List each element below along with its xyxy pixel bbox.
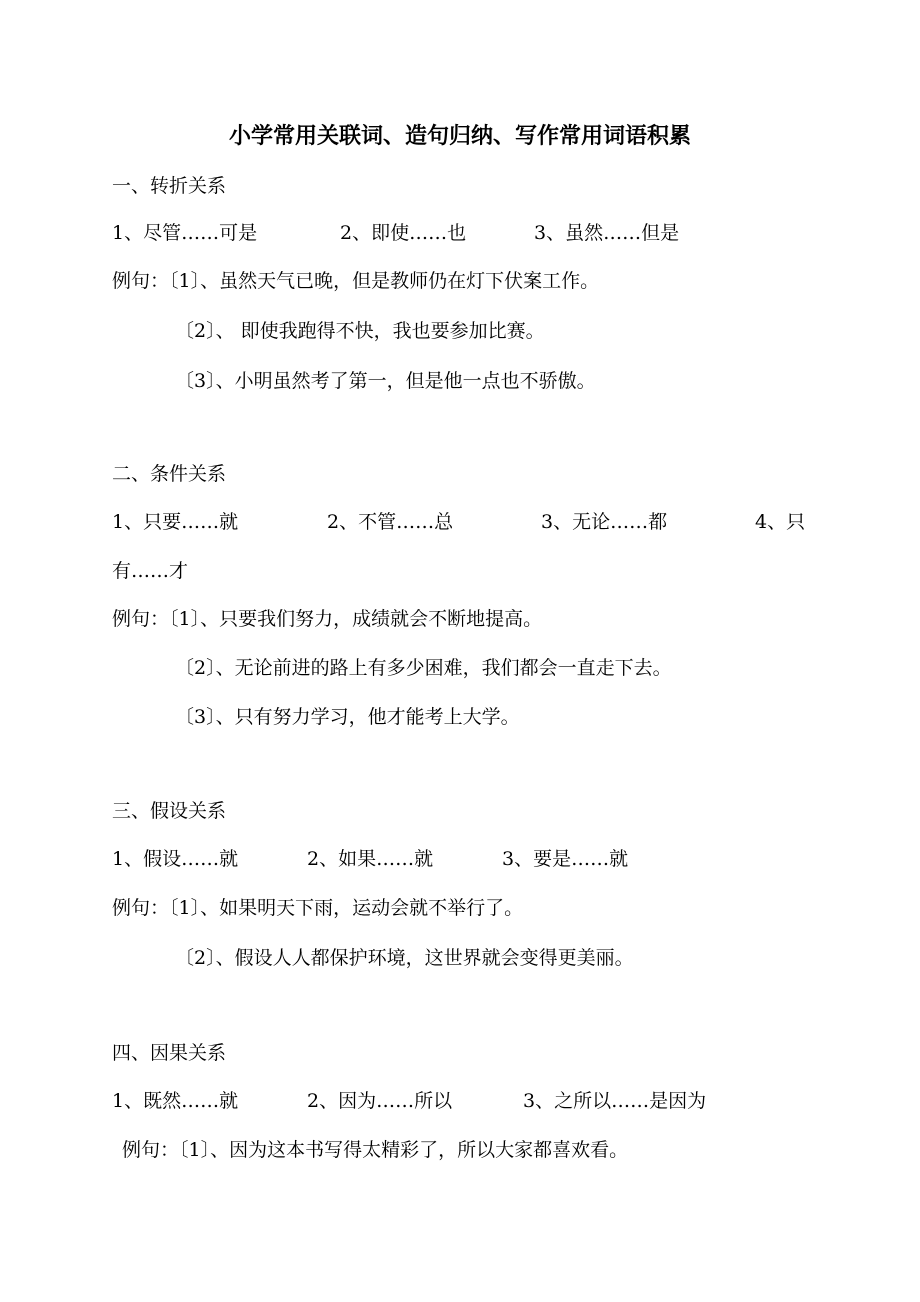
conjunction-item-continued: 有……才 [112, 560, 189, 582]
section-heading-condition: 二、条件关系 [112, 463, 227, 485]
example-sentence: 例句：〔1〕、只要我们努力，成绩就会不断地提高。 [112, 608, 543, 630]
section-heading-contrast: 一、转折关系 [112, 175, 227, 197]
section-heading-cause-effect: 四、因果关系 [112, 1042, 227, 1064]
conjunction-item: 2、不管……总 [327, 511, 454, 533]
conjunction-item: 2、如果……就 [307, 848, 434, 870]
example-sentence: 〔3〕、只有努力学习，他才能考上大学。 [175, 706, 520, 728]
conjunction-list [340, 221, 466, 245]
conjunction-item: 2、即使……也 [340, 222, 467, 244]
example-sentence: 〔2〕、 即使我跑得不快，我也要参加比赛。 [175, 320, 545, 342]
example-sentence: 例句：〔1〕、如果明天下雨，运动会就不举行了。 [112, 897, 524, 919]
example-sentence: 〔2〕、假设人人都保护环境，这世界就会变得更美丽。 [175, 947, 634, 969]
example-sentence: 〔2〕、无论前进的路上有多少困难，我们都会一直走下去。 [175, 657, 672, 679]
conjunction-list [534, 221, 679, 245]
conjunction-item: 1、尽管……可是 [112, 222, 258, 244]
conjunction-item: 1、既然……就 [112, 1090, 239, 1112]
section-heading-hypothesis: 三、假设关系 [112, 800, 227, 822]
conjunction-item: 2、因为……所以 [307, 1090, 453, 1112]
conjunction-item: 1、只要……就 [112, 511, 239, 533]
example-sentence: 〔3〕、小明虽然考了第一，但是他一点也不骄傲。 [175, 370, 596, 392]
example-sentence: 例句：〔1〕、虽然天气已晚，但是教师仍在灯下伏案工作。 [112, 270, 600, 292]
conjunction-item: 3、虽然……但是 [534, 222, 680, 244]
example-sentence: 例句：〔1〕、因为这本书写得太精彩了，所以大家都喜欢看。 [122, 1139, 629, 1161]
document-title: 小学常用关联词、造句归纳、写作常用词语积累 [228, 123, 691, 149]
conjunction-item: 1、假设……就 [112, 848, 239, 870]
conjunction-list [112, 221, 257, 245]
conjunction-item: 3、无论……都 [541, 511, 668, 533]
conjunction-item: 3、要是……就 [502, 848, 629, 870]
conjunction-item: 4、只 [755, 511, 806, 533]
conjunction-item: 3、之所以……是因为 [523, 1090, 707, 1112]
